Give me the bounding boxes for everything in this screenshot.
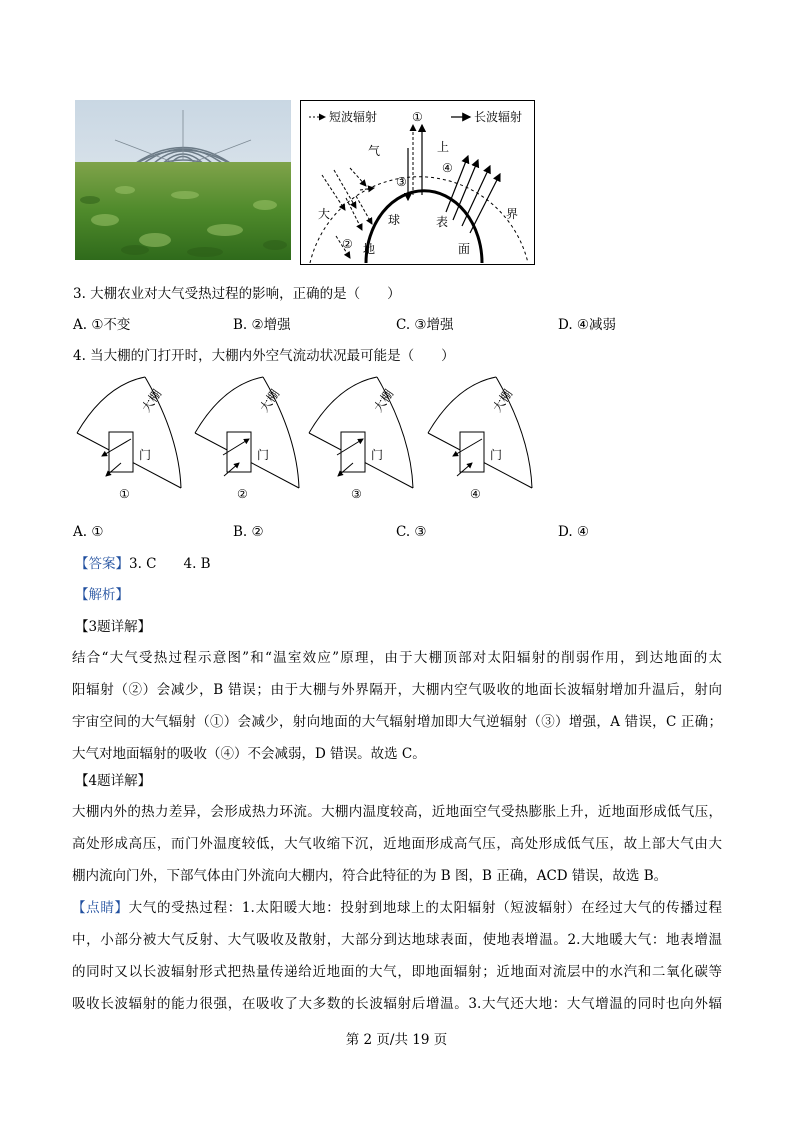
label-dapeng: 大棚: [256, 387, 283, 415]
detail-4-body: [72, 796, 722, 892]
label-di: 地: [363, 242, 376, 256]
label-num-3: ③: [396, 175, 407, 189]
question-4-stem: 4. 当大棚的门打开时，大棚内外空气流动状况最可能是（ ）: [73, 348, 455, 364]
dianjing-line: 的同时又以长波辐射形式把热量传递给近地面的大气，即地面辐射；近地面对流层中的水汽和二氧化碳等: [72, 964, 722, 980]
label-biao: 表: [436, 215, 449, 229]
label-num-4: ④: [442, 161, 453, 175]
greenhouse-figure-1: [75, 375, 190, 500]
q4-option-d: D. ④: [558, 524, 590, 540]
label-dapeng: 大棚: [489, 387, 516, 415]
detail-4-line: 高处形成高压，而门外温度较低，大气收缩下沉，近地面形成高气压，高处形成低气压，故上部大气由大: [72, 836, 722, 852]
label-dapeng: 大棚: [370, 387, 397, 415]
answer-tag: 【答案】: [75, 556, 129, 572]
greenhouse-photo: [75, 100, 291, 260]
label-dapeng: 大棚: [138, 387, 165, 415]
label-num-2: ②: [342, 237, 353, 251]
dianjing-line: 吸收长波辐射的能力很强，在吸收了大多数的长波辐射后增温。3.大气还大地：大气增温的同时也向外辐: [72, 996, 722, 1012]
detail-3-line: 结合“大气受热过程示意图”和“温室效应”原理，由于大棚顶部对太阳辐射的削弱作用，到达地面的太: [72, 650, 722, 666]
greenhouse-figure-4: [426, 375, 541, 500]
dianjing-line: 中，小部分被大气反射、大气吸收及散射，大部分到达地球表面，使地表增温。2.大地暖大气：地表增温: [72, 932, 722, 948]
dianjing-tag: 【点睛】: [72, 900, 129, 916]
atmosphere-heating-diagram: [300, 100, 535, 265]
answer-line: [75, 553, 211, 575]
q3-option-a: A. ①不变: [73, 317, 131, 333]
q3-option-d: D. ④减弱: [558, 317, 617, 333]
legend-short-wave: 短波辐射: [329, 110, 378, 124]
detail-4-line: 大棚内外的热力差异，会形成热力环流。大棚内温度较高，近地面空气受热膨胀上升，近地面形成低气压，: [72, 804, 722, 820]
label-qiu: 球: [388, 213, 401, 227]
question-3-stem: 3. 大棚农业对大气受热过程的影响，正确的是（ ）: [73, 286, 401, 302]
label-jie: 界: [506, 207, 519, 221]
detail-3-line: 大气对地面辐射的吸收（④）不会减弱，D 错误。故选 C。: [72, 746, 426, 762]
q4-option-b: B. ②: [233, 524, 264, 540]
detail-3-line: 宇宙空间的大气辐射（①）会减少，射向地面的大气辐射增加即大气逆辐射（③）增强，A 错误，C 正确；: [72, 714, 722, 730]
label-men: 门: [490, 448, 503, 462]
detail-3-body: [72, 642, 722, 770]
detail-3-line: 阳辐射（②）会减少，B 错误；由于大棚与外界隔开，大棚内空气吸收的地面长波辐射增加升温后，射向: [72, 682, 722, 698]
legend-long-wave: 长波辐射: [474, 110, 523, 124]
q3-option-c: C. ③增强: [396, 317, 454, 333]
label-shang: 上: [437, 140, 450, 154]
greenhouse-figure-3: [307, 375, 422, 500]
label-da: 大: [318, 207, 331, 221]
label-mian: 面: [458, 242, 471, 256]
label-num-1: ①: [412, 110, 423, 124]
detail-4-line: 棚内流向门外，下部气体由门外流向大棚内，符合此特征的为 B 图，B 正确，ACD 错误，故选 B。: [72, 868, 668, 884]
label-qi: 气: [368, 144, 381, 158]
figure-number-4: ④: [470, 487, 481, 500]
q4-option-a: A. ①: [73, 524, 104, 540]
dianjing-line-first: 【点睛】大气的受热过程：1.太阳暖大地：投射到地球上的太阳辐射（短波辐射）在经过大气的传播过程: [72, 900, 722, 916]
detail-3-title: 【3题详解】: [75, 619, 152, 635]
label-men: 门: [139, 448, 152, 462]
analysis-tag: 【解析】: [75, 587, 129, 603]
figure-number-1: ①: [119, 487, 130, 500]
q4-option-c: C. ③: [396, 524, 427, 540]
figure-number-2: ②: [237, 487, 248, 500]
label-men: 门: [257, 448, 270, 462]
page-number-footer: 第 2 页/共 19 页: [345, 1032, 448, 1048]
dianjing-body: [72, 892, 722, 1020]
answer-text: 3. C 4. B: [129, 556, 211, 572]
label-men: 门: [371, 448, 384, 462]
figure-number-3: ③: [351, 487, 362, 500]
greenhouse-figure-2: [193, 375, 308, 500]
q3-option-b: B. ②增强: [233, 317, 291, 333]
detail-4-title: 【4题详解】: [75, 773, 152, 789]
